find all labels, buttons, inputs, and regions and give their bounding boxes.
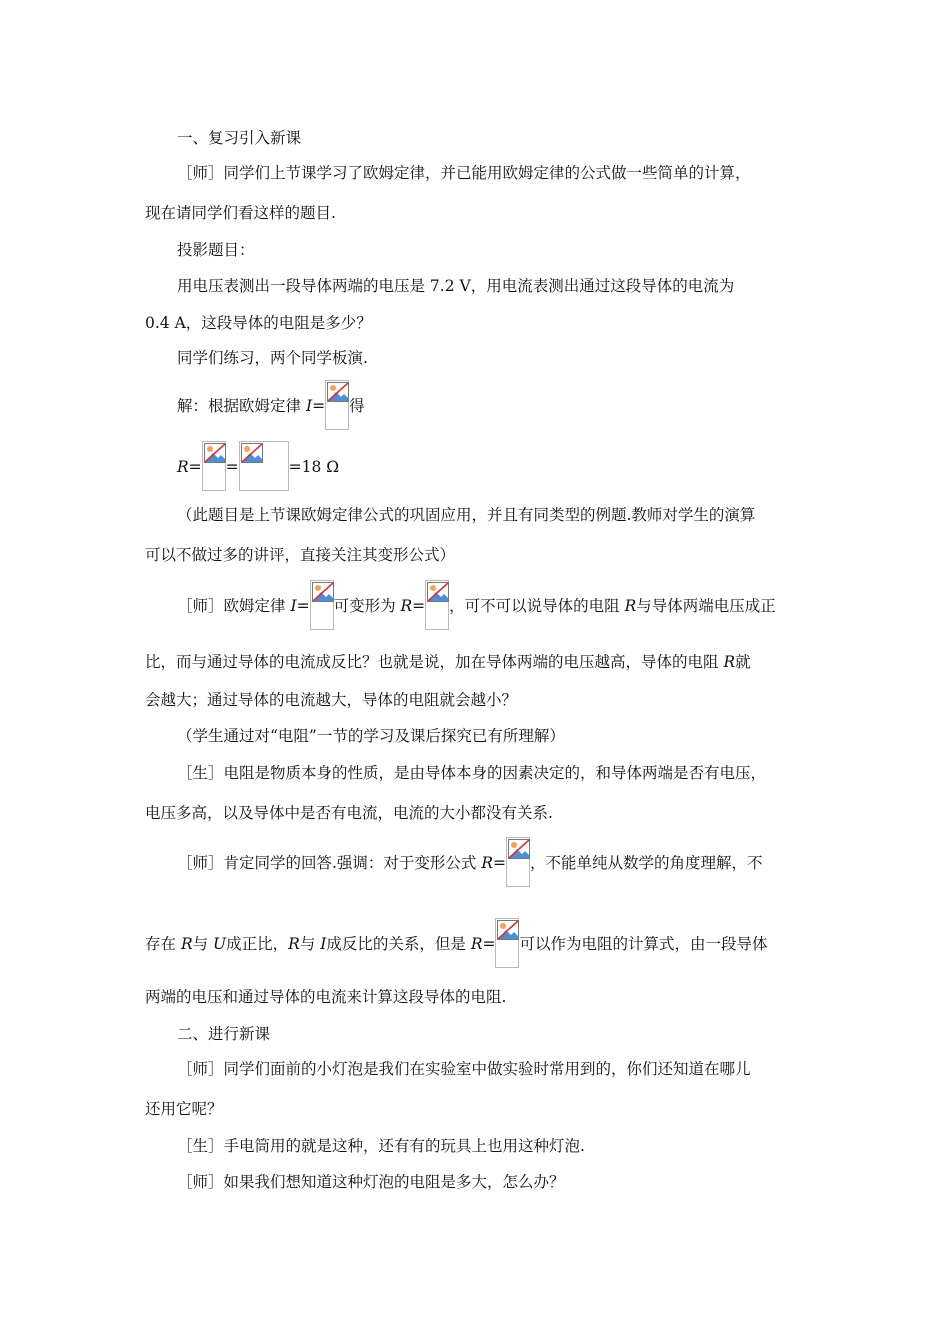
paragraph-line: 还用它呢？ xyxy=(145,1100,223,1118)
formula-line: ［师］肯定同学的回答.强调：对于变形公式 R= ，不能单纯从数学的角度理解，不 xyxy=(177,837,763,887)
paragraph-line: ［师］同学们上节课学习了欧姆定律，并已能用欧姆定律的公式做一些简单的计算， xyxy=(177,164,751,182)
broken-image-icon xyxy=(495,918,519,968)
paragraph-line: 电压多高，以及导体中是否有电流，电流的大小都没有关系. xyxy=(145,804,553,822)
paragraph-line: 0.4 A，这段导体的电阻是多少？ xyxy=(145,314,372,332)
formula-line: ［师］欧姆定律 I= 可变形为 R= ，可不可以说导体的电阻 R与导体两端电压成正 xyxy=(177,580,776,630)
broken-image-icon xyxy=(202,441,226,491)
paragraph-line: 现在请同学们看这样的题目. xyxy=(145,204,336,222)
paragraph-line: 可以不做过多的讲评，直接关注其变形公式） xyxy=(145,546,456,564)
paragraph-line: 会越大；通过导体的电流越大，导体的电阻就会越小？ xyxy=(145,691,518,709)
paragraph-line: 用电压表测出一段导体两端的电压是 7.2 V，用电流表测出通过这段导体的电流为 xyxy=(177,277,735,295)
paragraph-line: ［师］如果我们想知道这种灯泡的电阻是多大，怎么办？ xyxy=(177,1173,565,1191)
broken-image-icon xyxy=(425,580,449,630)
broken-image-icon xyxy=(310,580,334,630)
paragraph-line: ［师］同学们面前的小灯泡是我们在实验室中做实验时常用到的，你们还知道在哪儿 xyxy=(177,1060,751,1078)
paragraph-line: （学生通过对“电阻”一节的学习及课后探究已有所理解） xyxy=(177,727,565,745)
broken-image-icon xyxy=(506,837,530,887)
paragraph-line: 比，而与通过导体的电流成反比？也就是说，加在导体两端的电压越高，导体的电阻 R就 xyxy=(145,653,751,671)
section-heading-review: 一、复习引入新课 xyxy=(177,129,302,147)
broken-image-icon xyxy=(239,441,289,491)
section-heading-new-lesson: 二、进行新课 xyxy=(177,1025,271,1043)
paragraph-line: 两端的电压和通过导体的电流来计算这段导体的电阻. xyxy=(145,988,507,1006)
paragraph-line: （此题目是上节课欧姆定律公式的巩固应用，并且有同类型的例题.教师对学生的演算 xyxy=(177,506,756,524)
broken-image-icon xyxy=(325,380,349,430)
paragraph-line: 同学们练习，两个同学板演. xyxy=(177,349,368,367)
paragraph-line: ［生］手电筒用的就是这种，还有有的玩具上也用这种灯泡. xyxy=(177,1137,585,1155)
formula-line: 解：根据欧姆定律 I= 得 xyxy=(177,380,365,430)
formula-line: R= = =18 Ω xyxy=(177,441,339,491)
formula-line: 存在 R与 U成正比，R与 I成反比的关系，但是 R= 可以作为电阻的计算式，由一段导体 xyxy=(145,918,768,968)
paragraph-line: ［生］电阻是物质本身的性质，是由导体本身的因素决定的，和导体两端是否有电压， xyxy=(177,764,767,782)
paragraph-line: 投影题目： xyxy=(177,241,255,259)
